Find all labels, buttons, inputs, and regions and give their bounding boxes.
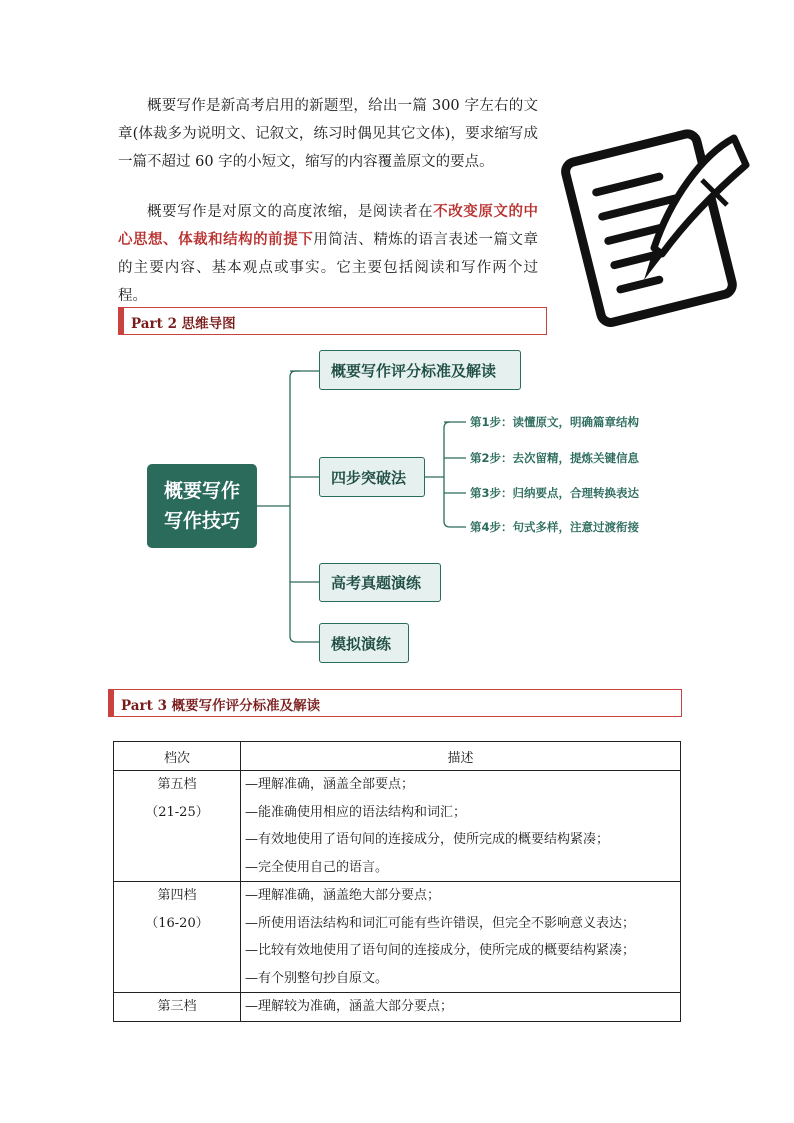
mindmap-step-3: 第3步：归纳要点，合理转换表达 xyxy=(470,486,639,500)
intro-p2-before: 概要写作是对原文的高度浓缩，是阅读者在 xyxy=(147,204,434,220)
table-row xyxy=(114,771,681,882)
mindmap-node-four-steps: 四步突破法 xyxy=(319,457,425,497)
description-line: —能准确使用相应的语法结构和词汇； xyxy=(245,804,467,820)
table-header-level: 档次 xyxy=(114,742,241,771)
mindmap-step-4: 第4步：句式多样，注意过渡衔接 xyxy=(470,520,639,534)
table-cell-level xyxy=(114,771,241,882)
table-cell-description xyxy=(241,771,681,882)
level-name: 第五档 xyxy=(157,777,197,792)
table-cell-level xyxy=(114,993,241,1022)
level-name: 第三档 xyxy=(157,999,197,1014)
mindmap-node-exam-practice: 高考真题演练 xyxy=(319,563,441,602)
description-line: —有效地使用了语句间的连接成分，使所完成的概要结构紧凑； xyxy=(245,832,610,847)
level-name: 第四档 xyxy=(157,888,197,903)
part2-title: Part 2 思维导图 xyxy=(131,316,236,332)
intro-p1-text: 概要写作是新高考启用的新题型，给出一篇 300 字左右的文章(体裁多为说明文、记叙文，练习时偶见其它文体)，要求缩写成一篇不超过 60 字的小短文，缩写的内容覆盖原文的要点。 xyxy=(118,98,538,170)
mindmap-node-scoring: 概要写作评分标准及解读 xyxy=(319,350,521,390)
table-row xyxy=(114,993,681,1022)
intro-p2-after: 用简洁、精炼的语言表述一篇文章的主要内容、基本观点或事实。它主要包括阅读和写作两个过程。 xyxy=(118,232,539,304)
description-line: —比较有效地使用了语句间的连接成分，使所完成的概要结构紧凑； xyxy=(245,943,636,958)
description-line: —所使用语法结构和词汇可能有些许错误，但完全不影响意义表达； xyxy=(245,915,636,931)
table-cell-level xyxy=(114,882,241,993)
intro-p2-highlight: 不改变原文的中心思想、体裁和结构的前提下 xyxy=(118,203,539,248)
mindmap-node-mock-practice: 模拟演练 xyxy=(319,623,409,663)
part3-header xyxy=(108,689,682,717)
table-row xyxy=(114,882,681,993)
mindmap-root-line2: 写作技巧 xyxy=(163,510,240,532)
table-cell-description xyxy=(241,993,681,1022)
part3-title: Part 3 概要写作评分标准及解读 xyxy=(121,698,321,714)
description-line: —理解较为准确，涵盖大部分要点； xyxy=(245,999,454,1014)
level-range: （16-20） xyxy=(145,916,209,931)
description-line: —有个别整句抄自原文。 xyxy=(245,970,389,986)
mindmap-step-1: 第1步：读懂原文，明确篇章结构 xyxy=(470,415,639,429)
mindmap-root xyxy=(147,464,257,548)
mindmap-step-2: 第2步：去次留精，提炼关键信息 xyxy=(470,451,639,465)
table-header-row xyxy=(114,742,681,771)
scoring-table xyxy=(113,741,681,1022)
table-cell-description xyxy=(241,882,681,993)
mindmap-root-line1: 概要写作 xyxy=(163,480,240,502)
level-range: （21-25） xyxy=(145,805,209,820)
table-header-description: 描述 xyxy=(241,742,681,771)
description-line: —完全使用自己的语言。 xyxy=(245,859,389,875)
description-line: —理解准确，涵盖全部要点； xyxy=(245,777,415,792)
description-line: —理解准确，涵盖绝大部分要点； xyxy=(245,888,441,903)
